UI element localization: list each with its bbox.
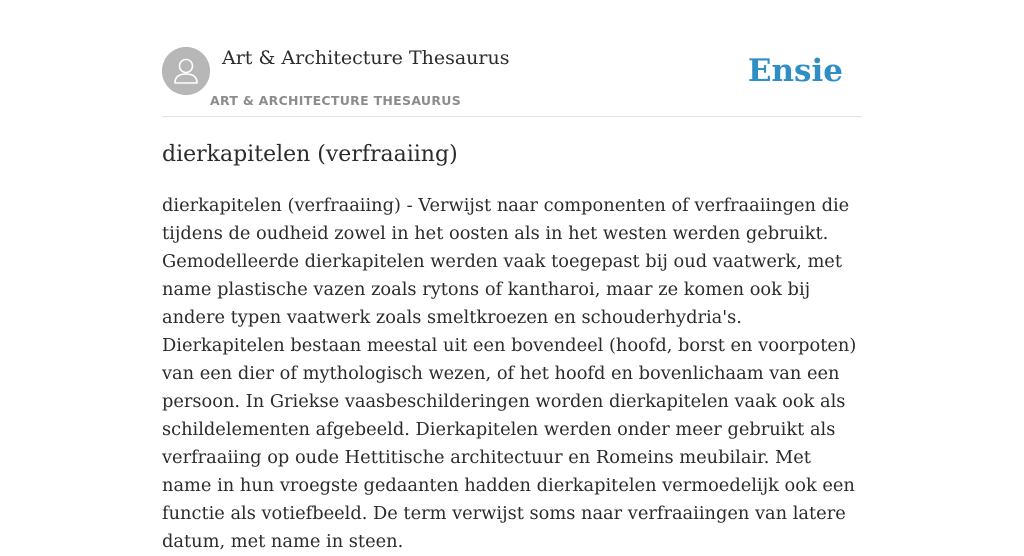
avatar[interactable]	[162, 47, 210, 95]
user-icon	[162, 47, 210, 95]
article-title: dierkapitelen (verfraaiing)	[162, 142, 458, 167]
source-name[interactable]: Art & Architecture Thesaurus	[222, 47, 510, 69]
brand-logo[interactable]: Ensie	[747, 53, 843, 89]
source-subtitle[interactable]: ART & ARCHITECTURE THESAURUS	[210, 93, 462, 108]
article-header	[162, 46, 862, 117]
article-body: dierkapitelen (verfraaiing) - Verwijst naar componenten of verfraaiingen die tijdens de oudheid zowel in het oosten als in het westen werden gebruikt. Gemodelleerde dierkapitelen werden vaak toegepast bij oud vaatwerk, met name plastische vazen zoals rytons of kantharoi, maar ze komen ook bij andere typen vaatwerk zoals smeltkroezen en schouderhydria's. Dierkapitelen bestaan meestal uit een bovendeel (hoofd, borst en voorpoten) van een dier of mythologisch wezen, of het hoofd en bovenlichaam van een persoon. In Griekse vaasbeschilderingen worden dierkapitelen vaak ook als schildelementen afgebeeld. Dierkapitelen werden onder meer gebruikt als verfraaiing op oude Hettitische architectuur en Romeins meubilair. Met name in hun vroegste gedaanten hadden dierkapitelen vermoedelijk ook een functie als votiefbeeld. De term verwijst soms naar verfraaiingen van latere datum, met name in steen.	[162, 195, 857, 552]
